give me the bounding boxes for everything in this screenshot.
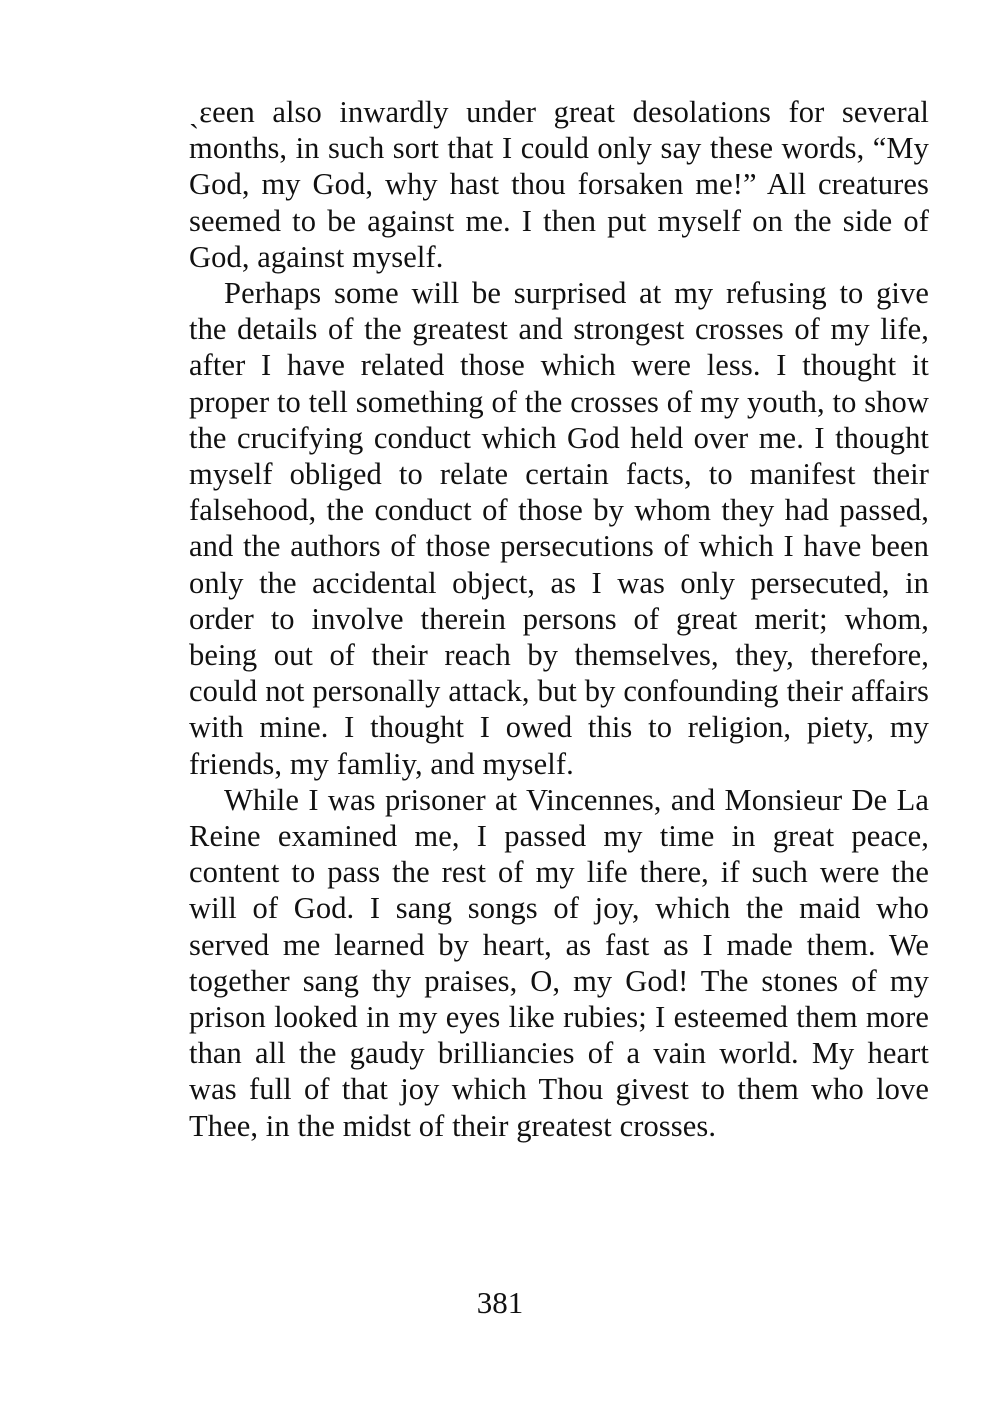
paragraph-continued: ˏεeen also inwardly under great desolations for several months, in such sort that I could only say these words, “My God, my God, why hast thou forsaken me!” All creatures seemed to be against me. I then put myself on the side of God, against myself.	[189, 95, 929, 274]
page-number: 381	[476, 1285, 524, 1320]
page-body	[189, 94, 929, 1144]
paragraph-crosses: Perhaps some will be surprised at my refusing to give the details of the greatest and strongest crosses of my life, after I have related those which were less. I thought it proper to tell something of the crosses of my youth, to show the crucifying conduct which God held over me. I thought myself obliged to relate certain facts, to manifest their falsehood, the conduct of those by whom they had passed, and the authors of those persecutions of which I have been only the accidental object, as I was only persecuted, in order to involve therein persons of great merit; whom, being out of their reach by themselves, they, therefore, could not personally attack, but by confounding their affairs with mine. I thought I owed this to religion, piety, my friends, my famliy, and myself.	[189, 276, 929, 781]
paragraph-vincennes: While I was prisoner at Vincennes, and Monsieur De La Reine examined me, I passed my time in great peace, content to pass the rest of my life there, if such were the will of God. I sang songs of joy, which the maid who served me learned by heart, as fast as I made them. We together sang thy praises, O, my God! The stones of my prison looked in my eyes like rubies; I esteemed them more than all the gaudy brilliancies of a vain world. My heart was full of that joy which Thou givest to them who love Thee, in the midst of their greatest crosses.	[189, 782, 929, 1143]
